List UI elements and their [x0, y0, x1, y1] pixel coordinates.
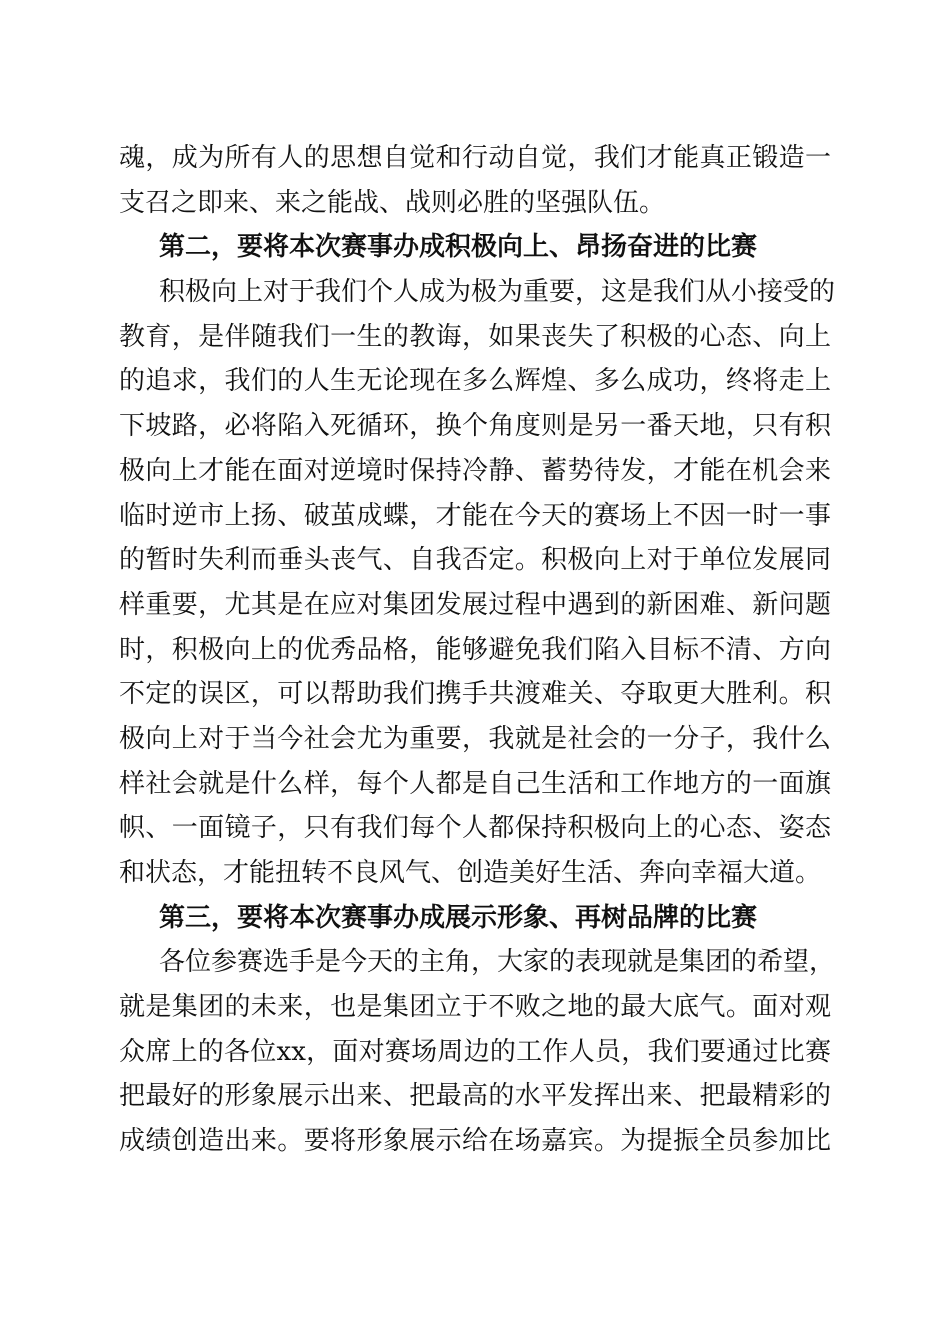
text-line: 支召之即来、来之能战、战则必胜的坚强队伍。: [119, 187, 666, 218]
text-line: 各位参赛选手是今天的主角，大家的表现就是集团的希望，: [159, 947, 836, 978]
text-line: 的追求，我们的人生无论现在多么辉煌、多么成功，终将走上: [119, 366, 831, 397]
text-line: 成绩创造出来。要将形象展示给在场嘉宾。为提振全员参加比: [119, 1126, 831, 1157]
text-line: 帜、一面镜子，只有我们每个人都保持积极向上的心态、姿态: [119, 813, 831, 844]
text-line: 魂，成为所有人的思想自觉和行动自觉，我们才能真正锻造一: [119, 143, 831, 173]
text-line: 就是集团的未来，也是集团立于不败之地的最大底气。面对观: [119, 992, 831, 1023]
text-line: 样社会就是什么样，每个人都是自己生活和工作地方的一面旗: [119, 768, 831, 799]
text-line: 和状态，才能扭转不良风气、创造美好生活、奔向幸福大道。: [119, 858, 822, 888]
text-line: 不定的误区，可以帮助我们携手共渡难关、夺取更大胜利。积: [119, 679, 831, 710]
text-line: 下坡路，必将陷入死循环，换个角度则是另一番天地，只有积: [119, 411, 831, 442]
text-line: 教育，是伴随我们一生的教诲，如果丧失了积极的心态、向上: [119, 321, 831, 352]
text-line: 极向上才能在面对逆境时保持冷静、蓄势待发，才能在机会来: [119, 455, 831, 486]
text-line: 样重要，尤其是在应对集团发展过程中遇到的新困难、新问题: [119, 589, 831, 620]
text-line: 极向上对于当今社会尤为重要，我就是社会的一分子，我什么: [119, 723, 831, 754]
document-body: [119, 136, 836, 1164]
text-line: 的暂时失利而垂头丧气、自我否定。积极向上对于单位发展同: [119, 545, 831, 576]
text-line: 把最好的形象展示出来、把最高的水平发挥出来、把最精彩的: [119, 1081, 831, 1112]
text-line: 积极向上对于我们个人成为极为重要，这是我们从小接受的: [159, 277, 836, 308]
text-line: 临时逆市上扬、破茧成蝶，才能在今天的赛场上不因一时一事: [119, 500, 831, 531]
text-line: 时，积极向上的优秀品格，能够避免我们陷入目标不清、方向: [119, 634, 831, 665]
text-line: 众席上的各位xx，面对赛场周边的工作人员，我们要通过比赛: [119, 1036, 831, 1067]
section-heading-3: 第三，要将本次赛事办成展示形象、再树品牌的比赛: [159, 902, 758, 933]
section-heading-2: 第二，要将本次赛事办成积极向上、昂扬奋进的比赛: [159, 232, 758, 263]
